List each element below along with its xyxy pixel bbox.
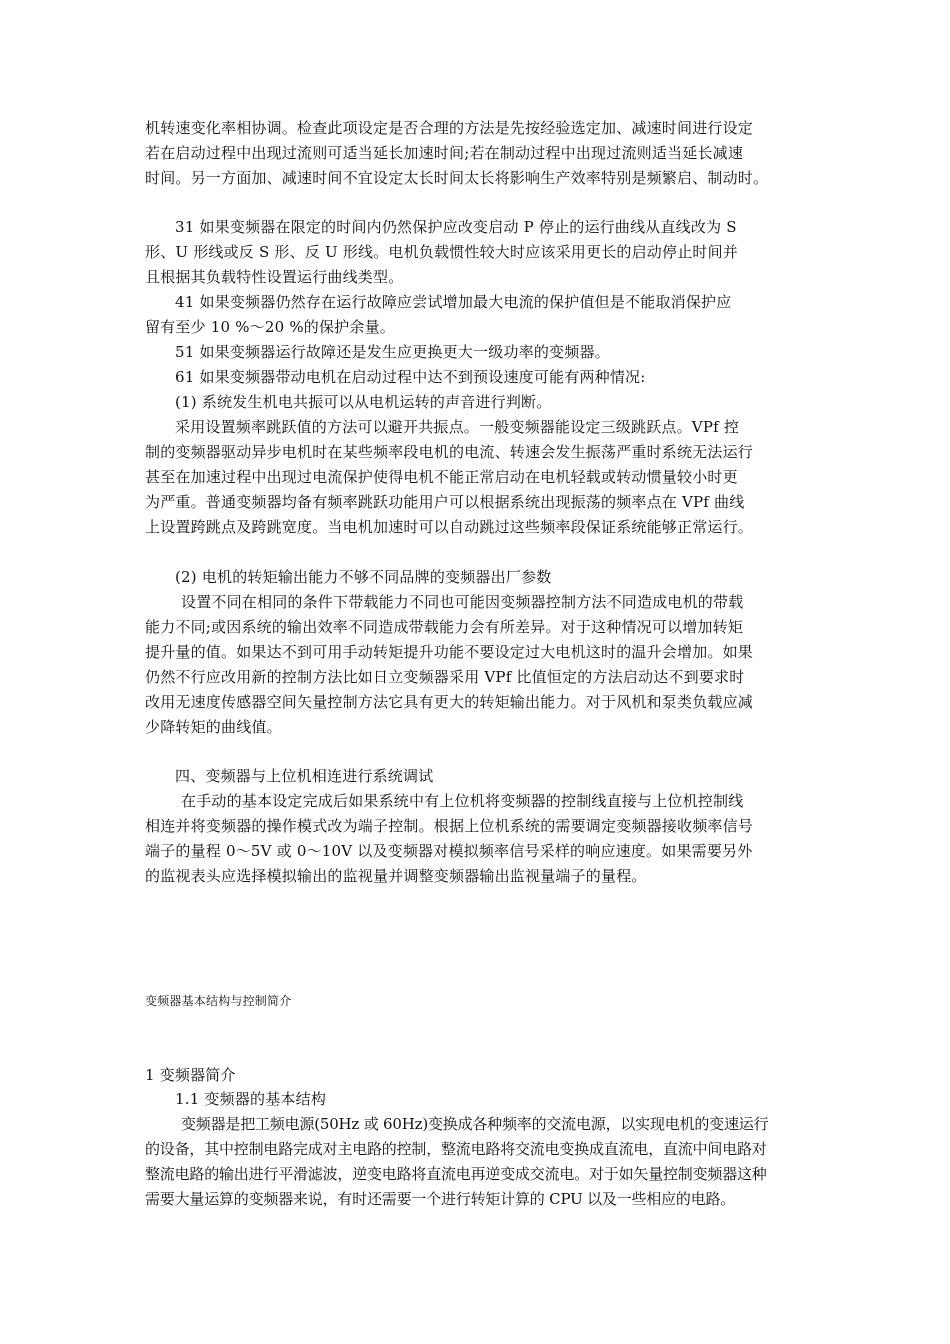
text-line: (2) 电机的转矩输出能力不够不同品牌的变频器出厂参数 [175,568,552,586]
heading-text: 1 变频器简介 [145,1066,236,1084]
text-line: 采用设置频率跳跃值的方法可以避开共振点。一般变频器能设定三级跳跃点。VPf 控 [175,418,740,436]
text-line: 的设备，其中控制电路完成对主电路的控制，整流电路将交流电变换成直流电，直流中间电路对 [145,1140,767,1158]
text-line: 提升量的值。如果达不到可用手动转矩提升功能不要设定过大电机这时的温升会增加。如果 [145,643,754,661]
text-line: 仍然不行应改用新的控制方法比如日立变频器采用 VPf 比值恒定的方法启动达不到要求时 [145,668,745,686]
text-line: 留有至少 10 %～20 %的保护余量。 [145,318,395,336]
text-line: 61 如果变频器带动电机在启动过程中达不到预设速度可能有两种情况: [175,368,646,386]
text-line: 改用无速度传感器空间矢量控制方法它具有更大的转矩输出能力。对于风机和泵类负载应减 [145,693,754,711]
text-line: 在手动的基本设定完成后如果系统中有上位机将变频器的控制线直接与上位机控制线 [181,792,744,810]
text-line: (1) 系统发生机电共振可以从电机运转的声音进行判断。 [175,393,552,411]
text-line: 51 如果变频器运行故障还是发生应更换更大一级功率的变频器。 [175,343,610,361]
text-line: 需要大量运算的变频器来说，有时还需要一个进行转矩计算的 CPU 以及一些相应的电路。 [145,1190,736,1208]
text-line: 相连并将变频器的操作模式改为端子控制。根据上位机系统的需要调定变频器接收频率信号 [145,817,754,835]
text-line: 若在启动过程中出现过流则可适当延长加速时间;若在制动过程中出现过流则适当延长减速 [145,144,744,162]
text-line: 变频器是把工频电源(50Hz 或 60Hz)变换成各种频率的交流电源，以实现电机的变速运行 [181,1115,769,1133]
text-line: 制的变频器驱动异步电机时在某些频率段电机的电流、转速会发生振荡严重时系统无法运行 [145,443,754,461]
text-line: 时间。另一方面加、减速时间不宜设定太长时间太长将影响生产效率特别是频繁启、制动时。 [145,169,769,187]
text-line: 甚至在加速过程中出现过电流保护使得电机不能正常启动在电机轻载或转动惯量较小时更 [145,468,738,486]
text-line: 少降转矩的曲线值。 [145,718,282,736]
text-line: 设置不同在相同的条件下带载能力不同也可能因变频器控制方法不同造成电机的带载 [181,593,744,611]
text-line: 整流电路的输出进行平滑滤波，逆变电路将直流电再逆变成交流电。对于如矢量控制变频器这种 [145,1165,767,1183]
text-line: 端子的量程 0～5V 或 0～10V 以及变频器对模拟频率信号采样的响应速度。如果需要另外 [145,842,753,860]
text-line: 31 如果变频器在限定的时间内仍然保护应改变启动 P 停止的运行曲线从直线改为 S [175,218,737,236]
text-line: 机转速变化率相协调。检查此项设定是否合理的方法是先按经验选定加、减速时间进行设定 [145,119,754,137]
text-line: 且根据其负载特性设置运行曲线类型。 [145,268,404,286]
heading-text: 1.1 变频器的基本结构 [175,1090,327,1108]
title-text: 变频器基本结构与控制简介 [145,994,292,1008]
text-line: 形、U 形线或反 S 形、反 U 形线。电机负载惯性较大时应该采用更长的启动停止时间并 [145,243,739,261]
text-line: 的监视表头应选择模拟输出的监视量并调整变频器输出监视量端子的量程。 [145,867,647,885]
text-line: 上设置跨跳点及跨跳宽度。当电机加速时可以自动跳过这些频率段保证系统能够正常运行。 [145,518,754,536]
text-line: 41 如果变频器仍然存在运行故障应尝试增加最大电流的保护值但是不能取消保护应 [175,293,732,311]
text-line: 为严重。普通变频器均备有频率跳跃功能用户可以根据系统出现振荡的频率点在 VPf 曲线 [145,493,745,511]
heading-text: 四、变频器与上位机相连进行系统调试 [175,767,434,785]
text-line: 能力不同;或因系统的输出效率不同造成带载能力会有所差异。对于这种情况可以增加转矩 [145,618,744,636]
